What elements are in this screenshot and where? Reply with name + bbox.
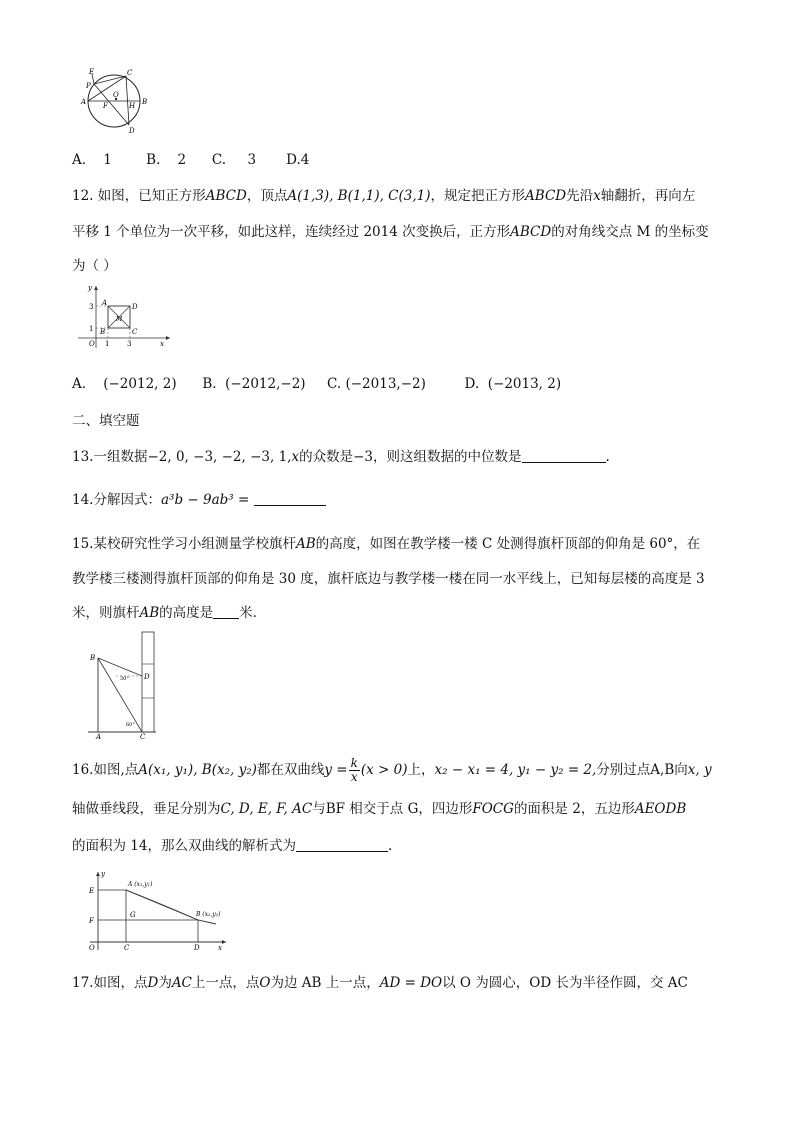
q15-flagpole-figure xyxy=(86,628,170,740)
q16-points: A(x₁, y₁), B(x₂, y₂) xyxy=(138,762,257,778)
q12-label-C: C xyxy=(132,328,138,336)
q16-fraction-k-over-x xyxy=(349,757,360,784)
q14-answer-blank[interactable] xyxy=(254,491,326,506)
q16-axes: x, y xyxy=(687,762,712,778)
q16-label-x: x xyxy=(218,944,222,952)
q16-quadrilateral: FOCG xyxy=(472,801,514,817)
q13-data-set: −2, 0, −3, −2, −3, 1, xyxy=(147,449,292,465)
q12-options xyxy=(72,374,561,394)
q14-text: 14.分解因式： xyxy=(72,492,161,508)
q16-label-A: A (x₁,y₁) xyxy=(128,881,153,888)
q12-vertices: A(1,3), B(1,1), C(3,1) xyxy=(287,188,431,204)
q12-option-d-key: D. xyxy=(464,376,480,392)
q15-label-B: B xyxy=(90,654,96,662)
q15-angle-60: 60° xyxy=(126,722,135,728)
q11-label-F: F xyxy=(103,102,108,110)
q17-text: 为 xyxy=(158,975,172,991)
q17-text: 以 O 为圆心，OD 长为半径作圆，交 AC xyxy=(442,975,688,991)
q12-option-b-value: (−2012,−2) xyxy=(225,376,306,392)
q17-point-o: O xyxy=(259,975,271,991)
q16-label-F: F xyxy=(89,917,94,925)
q16-text: 都在双曲线 xyxy=(256,762,325,778)
q12-option-c-value: (−2013,−2) xyxy=(345,376,426,392)
q13-text: 13.一组数据 xyxy=(72,449,148,465)
q12-label-M: M xyxy=(116,316,123,323)
q15-text: 米. xyxy=(239,605,257,621)
q12-axis: x xyxy=(593,188,601,204)
q12-text: 轴翻折，再向左 xyxy=(600,188,696,204)
q12-option-a-key: A. xyxy=(72,376,87,392)
q11-option-b-value: 2 xyxy=(177,152,187,168)
q14 xyxy=(72,490,326,510)
q11-label-H: H xyxy=(129,102,136,110)
q16-pentagon: AEODB xyxy=(634,801,687,817)
q17 xyxy=(72,973,688,993)
q12-label-D: D xyxy=(132,303,138,311)
q12-text: 平移 1 个单位为一次平移，如此这样，连续经过 2014 次变换后，正方形 xyxy=(72,224,511,240)
q16-function: y = xyxy=(324,762,348,778)
q12-option-d-value: (−2013, 2) xyxy=(487,376,562,392)
q16-text: 与BF 相交于点 G，四边形 xyxy=(312,801,473,817)
q12-label-O: O xyxy=(89,340,95,348)
q11-option-c-value: 3 xyxy=(247,152,257,168)
q15-flagpole: AB xyxy=(295,536,316,552)
q15-text: 米，则旗杆 xyxy=(72,605,140,621)
q11-option-a-key: A. xyxy=(72,152,87,168)
q12-option-a-value: (−2012, 2) xyxy=(103,376,177,392)
q16-answer-blank[interactable] xyxy=(296,837,388,852)
q12-text: 为（ ） xyxy=(72,258,117,274)
q16-text: 16.如图,点 xyxy=(72,762,139,778)
q11-label-B: B xyxy=(142,98,148,106)
section-heading-fill-in: 二、填空题 xyxy=(72,413,140,429)
q16-text: 的面积是 2，五边形 xyxy=(513,801,635,817)
q12-label-B: B xyxy=(100,328,106,336)
q16-label-C: C xyxy=(124,944,130,952)
q15-label-D: D xyxy=(144,673,150,681)
q11-label-O: O xyxy=(113,91,119,99)
q15-text: 的高度是 xyxy=(159,605,214,621)
q17-text: 17.如图，点 xyxy=(72,975,148,991)
q11-option-d: D.4 xyxy=(286,152,310,168)
q11-circle-figure xyxy=(80,66,152,136)
q13-variable: x xyxy=(291,449,300,465)
q11-option-a-value: 1 xyxy=(103,152,112,168)
q11-label-D: D xyxy=(129,127,135,135)
q16-domain: (x > 0) xyxy=(360,762,408,778)
q15-line-2: 教学楼三楼测得旗杆顶部的仰角是 30 度，旗杆底边与教学楼一楼在同一水平线上，已知每层楼的高度是 3 xyxy=(72,571,705,587)
q16-line-1 xyxy=(72,757,712,784)
q17-text: 上一点，点 xyxy=(191,975,260,991)
q16-text: 的面积为 14，那么双曲线的解析式为 xyxy=(72,838,296,854)
q12-square-name: ABCD xyxy=(525,188,567,204)
q12-option-c-key: C. xyxy=(327,376,342,392)
q12-text: 的对角线交点 M 的坐标变 xyxy=(551,224,709,240)
q13-period: . xyxy=(605,449,610,465)
q15-answer-blank[interactable] xyxy=(213,604,239,619)
q16-numerator: k xyxy=(350,756,358,770)
q15-flagpole: AB xyxy=(139,605,160,621)
q12-tick-x1: 1 xyxy=(105,340,110,348)
q12-line-2 xyxy=(72,222,709,242)
q11-label-E: E xyxy=(89,68,95,76)
q16-label-O: O xyxy=(89,944,95,952)
q16-feet-points: C, D, E, F, AC xyxy=(220,801,313,817)
q16-line-2 xyxy=(72,799,686,819)
q15-label-C: C xyxy=(140,733,146,740)
q11-options xyxy=(72,150,309,170)
q15-label-A: A xyxy=(96,733,102,740)
q17-point-d: D xyxy=(147,975,159,991)
q15-line-3 xyxy=(72,603,257,623)
q16-period: . xyxy=(387,838,393,854)
q12-option-b-key: B. xyxy=(202,376,217,392)
q12-line-1 xyxy=(72,186,695,206)
q12-coordinate-figure xyxy=(74,282,174,352)
q17-text: 为边 AB 上一点， xyxy=(270,975,380,991)
q11-option-c-key: C. xyxy=(211,152,227,168)
q12-text: ，顶点 xyxy=(246,188,288,204)
q12-square-name: ABCD xyxy=(205,188,247,204)
q15-line-1 xyxy=(72,534,700,554)
q11-label-P: P xyxy=(86,82,91,90)
q14-expression: a³b − 9ab³ = xyxy=(160,492,250,508)
q12-line-3 xyxy=(72,256,117,276)
q16-label-G: G xyxy=(130,911,136,919)
q17-segment-ac: AC xyxy=(171,975,192,991)
q17-equation: AD = DO xyxy=(379,975,443,991)
q13-text: ，则这组数据的中位数是 xyxy=(373,449,522,465)
q12-label-A: A xyxy=(102,299,108,307)
q16-label-B: B (x₂,y₂) xyxy=(196,911,221,918)
q12-square-name: ABCD xyxy=(510,224,552,240)
q12-tick-x3: 3 xyxy=(127,340,132,348)
q13-answer-blank[interactable] xyxy=(522,448,606,463)
q11-label-A: A xyxy=(81,98,87,106)
q15-text: 15.某校研究性学习小组测量学校旗杆 xyxy=(72,536,296,552)
q16-text: 轴做垂线段，垂足分别为 xyxy=(72,801,221,817)
q16-label-E: E xyxy=(89,887,95,895)
q12-label-x: x xyxy=(160,340,164,348)
q12-text: ，规定把正方形 xyxy=(430,188,526,204)
q12-tick-y1: 1 xyxy=(89,325,94,333)
q12-label-y: y xyxy=(88,284,92,292)
q11-option-b-key: B. xyxy=(146,152,161,168)
q12-text: 先沿 xyxy=(566,188,594,204)
q15-angle-30: 30° xyxy=(120,676,129,682)
q16-line-3 xyxy=(72,836,392,856)
q11-label-C: C xyxy=(127,69,133,77)
q16-denominator: x xyxy=(350,770,358,784)
q12-text: 12. 如图，已知正方形 xyxy=(72,188,206,204)
q13-mode-value: −3 xyxy=(353,449,374,465)
q16-text: 分别过点A,B向 xyxy=(596,762,688,778)
q16-text: 上， xyxy=(407,762,435,778)
q12-tick-y3: 3 xyxy=(89,303,94,311)
q13-text: 的众数是 xyxy=(299,449,354,465)
q15-text: 的高度，如图在教学楼一楼 C 处测得旗杆顶部的仰角是 60°，在 xyxy=(315,536,701,552)
q13 xyxy=(72,447,610,467)
q16-hyperbola-figure xyxy=(86,868,232,952)
q16-label-D: D xyxy=(194,944,200,952)
q16-label-y: y xyxy=(101,870,105,878)
q16-conditions: x₂ − x₁ = 4, y₁ − y₂ = 2, xyxy=(434,762,597,778)
